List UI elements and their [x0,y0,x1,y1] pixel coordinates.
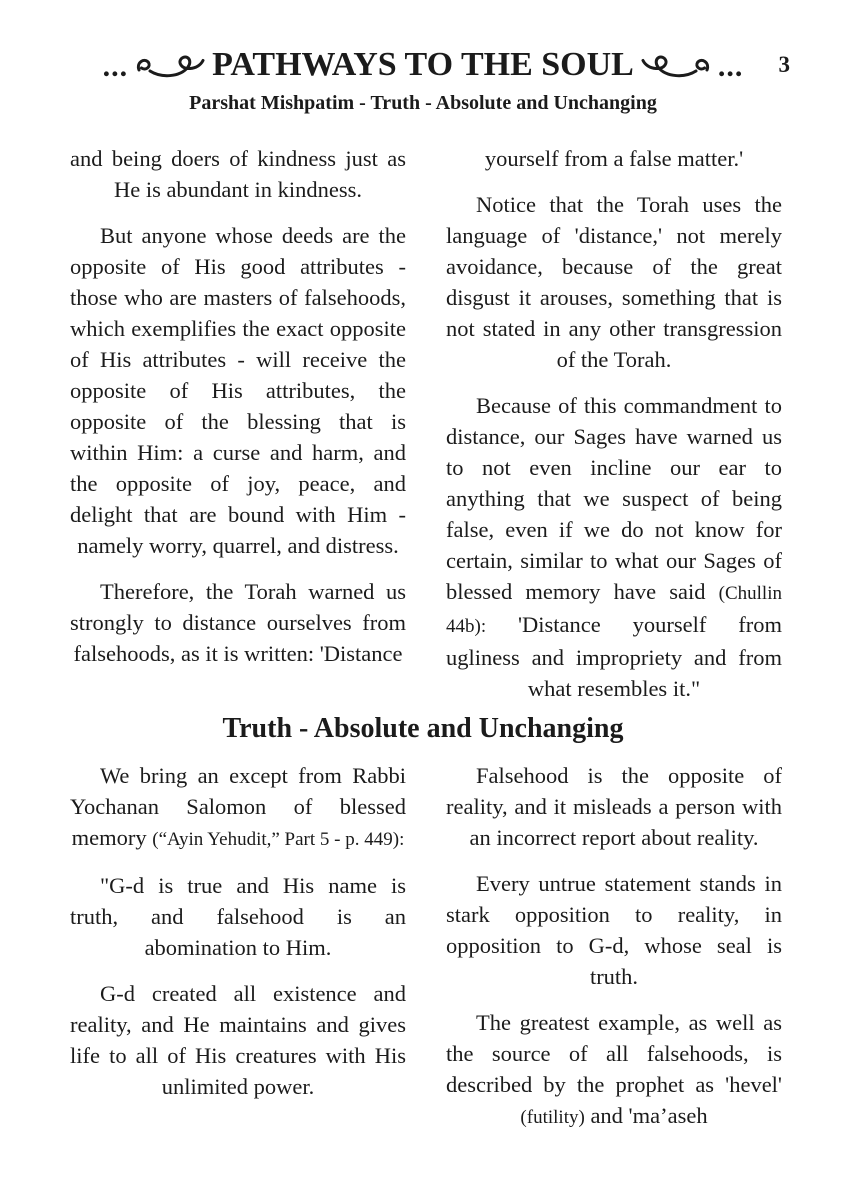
top-left-column [70,143,406,704]
text-run: 'Distance yourself from ugliness and impropriety and from what resembles it." [446,612,782,701]
bottom-right-column [446,760,782,1133]
paragraph-gd-created: G-d created all existence and reality, and He maintains and gives life to all of His creatures with His unlimited power. [70,981,406,1099]
paragraph-false-matter-continuation: yourself from a false matter.' [484,146,744,171]
top-section [0,143,846,704]
paragraph-notice-distance: Notice that the Torah uses the language of 'distance,' not merely avoidance, because of the great disgust it arouses, something that is not stated in any other transgression of the Torah. [446,192,782,372]
paragraph-opposite-deeds: But anyone whose deeds are the opposite of His good attributes - those who are masters of falsehoods, which exemplifies the exact opposite of His attributes - will receive the opposite of His attributes, the opposite of the blessing that is within Him: a curse and harm, and the opposite of joy, peace, and delight that are bound with Him - namely worry, quarrel, and distress. [70,223,406,558]
page-number: 3 [778,52,790,77]
text-run: and 'ma’aseh [584,1103,708,1128]
bottom-section [0,760,846,1133]
paragraph-excerpt-intro [70,760,406,855]
page-subtitle: Parshat Mishpatim - Truth - Absolute and Unchanging [189,92,657,114]
right-dots-ornament: ... [717,50,744,83]
flourish-left-icon [135,51,205,79]
title-row [0,44,846,86]
bottom-left-column [70,760,406,1133]
top-right-column [446,143,782,704]
section-heading: Truth - Absolute and Unchanging [222,713,624,744]
citation-chullin: (Chullin 44b): [446,583,782,637]
flourish-right-icon [641,51,711,79]
citation-ayin-yehudit: (“Ayin Yehudit,” Part 5 - p. 449): [152,829,405,850]
paragraph-untrue-statement: Every untrue statement stands in stark opposition to reality, in opposition to G-d, whose seal is truth. [446,871,782,989]
text-run: Because of this commandment to distance, our Sages have warned us to not even incline our ear to anything that we suspect of being false, even if we do not know for certain, similar to what our Sages of blessed memory have said [446,393,782,604]
paragraph-torah-warned: Therefore, the Torah warned us strongly to distance ourselves from falsehoods, as it is written: 'Distance [70,579,406,666]
left-dots-ornament: ... [102,50,129,83]
text-run: The greatest example, as well as the source of all falsehoods, is described by the prophet as 'hevel' [446,1010,782,1097]
page-header [0,0,846,115]
citation-futility: (futility) [520,1107,585,1128]
paragraph-gd-is-true: "G-d is true and His name is truth, and falsehood is an abomination to Him. [70,873,406,960]
paragraph-falsehood-opposite: Falsehood is the opposite of reality, and it misleads a person with an incorrect report about reality. [446,763,782,850]
page-title: PATHWAYS TO THE SOUL [212,46,634,84]
text-run: We bring an except from Rabbi Yochanan Salomon of blessed memory [70,763,406,850]
paragraph-kindness-continuation: and being doers of kindness just as He is abundant in kindness. [70,146,406,202]
paragraph-sages-warned [446,390,782,704]
paragraph-greatest-example [446,1007,782,1133]
